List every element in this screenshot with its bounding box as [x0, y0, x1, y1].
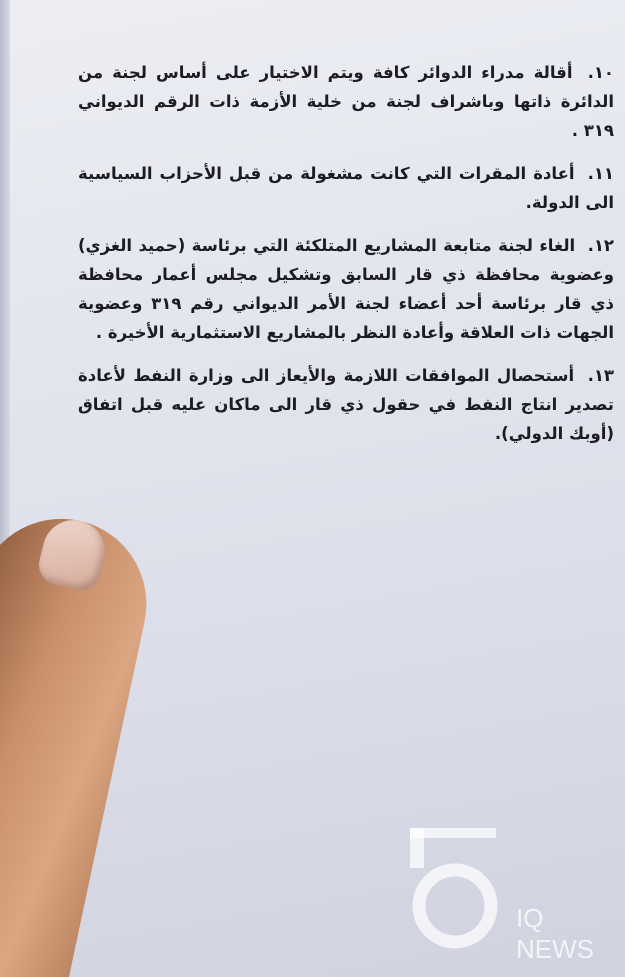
list-item	[78, 231, 614, 347]
item-number: ١٣.	[587, 366, 614, 385]
item-number: ١٢.	[587, 236, 614, 255]
list-item	[78, 58, 614, 145]
item-text: الغاء لجنة متابعة المشاريع المتلكئة التي برئاسة (حميد الغزي) وعضوية محافظة ذي قار السابق وتشكيل مجلس أعمار محافظة ذي قار برئاسة أحد أعضاء لجنة الأمر الديواني رقم ٣١٩ وعضوية الجهات ذات العلاقة وأعادة النظر بالمشاريع الاستثمارية الأخيرة .	[78, 236, 615, 342]
item-number: ١٠.	[587, 63, 614, 82]
list-item	[78, 159, 614, 217]
item-text: أستحصال الموافقات اللازمة والأيعاز الى وزارة النفط لأعادة تصدير انتاج النفط في حقول ذي قار الى ماكان عليه قبل اتفاق (أوبك الدولي).	[78, 366, 614, 443]
watermark-text: IQ NEWS	[516, 903, 594, 964]
item-number: ١١.	[587, 164, 614, 183]
item-text: أقالة مدراء الدوائر كافة ويتم الاختيار على أساس لجنة من الدائرة ذاتها وباشراف لجنة من خلية الأزمة ذات الرقم الديواني ٣١٩ .	[78, 63, 614, 140]
list-item	[78, 361, 614, 448]
document-body	[78, 58, 614, 462]
item-text: أعادة المقرات التي كانت مشغولة من قبل الأحزاب السياسية الى الدولة.	[78, 164, 614, 212]
iq-news-logo-icon	[400, 822, 510, 952]
